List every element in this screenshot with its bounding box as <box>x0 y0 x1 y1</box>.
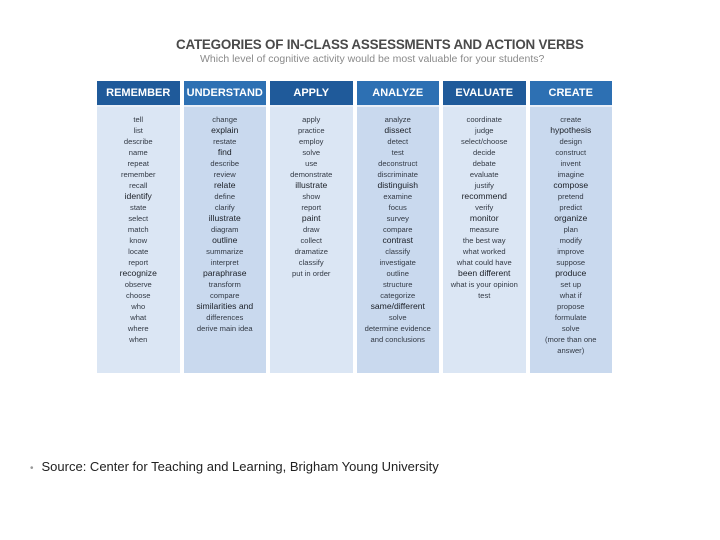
verb-item: dramatize <box>294 247 328 256</box>
verb-item: distinguish <box>377 180 419 190</box>
verb-item: when <box>129 335 148 344</box>
verb-item: construct <box>555 148 587 157</box>
verb-item: outline <box>212 235 238 245</box>
verb-item: recognize <box>119 268 157 278</box>
verb-item: categorize <box>380 291 416 300</box>
verb-item: relate <box>214 180 236 190</box>
verb-item: practice <box>297 126 325 135</box>
verb-item: what <box>130 313 147 322</box>
column-header: ANALYZE <box>357 81 440 107</box>
column-header: CREATE <box>530 81 613 107</box>
verb-item: observe <box>124 280 152 289</box>
verb-item: dissect <box>384 125 412 135</box>
verb-item: illustrate <box>295 180 328 190</box>
verb-item: recall <box>129 181 148 190</box>
verb-item: remember <box>120 170 156 179</box>
verb-item: compare <box>382 225 413 234</box>
verb-item: employ <box>299 137 324 146</box>
column-understand <box>184 81 267 373</box>
verb-item: formulate <box>554 313 587 322</box>
verb-item: deconstruct <box>378 159 418 168</box>
column-create <box>530 81 613 373</box>
verb-item: select/choose <box>461 137 508 146</box>
verb-item: diagram <box>211 225 239 234</box>
verb-item: repeat <box>127 159 150 168</box>
verb-item: classify <box>298 258 324 267</box>
verb-item: what could have <box>456 258 512 267</box>
verb-item: debate <box>472 159 496 168</box>
verb-item: transform <box>208 280 241 289</box>
verb-item: decide <box>473 148 496 157</box>
column-verbs <box>357 107 440 373</box>
verb-item: judge <box>474 126 494 135</box>
verb-item: detect <box>387 137 409 146</box>
verb-item: find <box>217 147 232 157</box>
verb-item: create <box>560 115 582 124</box>
verb-item: define <box>214 192 236 201</box>
verb-item: contrast <box>382 235 414 245</box>
verb-item: know <box>129 236 148 245</box>
verb-item: solve <box>561 324 580 333</box>
page-title: CATEGORIES OF IN-CLASS ASSESSMENTS AND ACTION VERBS <box>176 37 584 52</box>
verb-item: and conclusions <box>370 335 425 344</box>
verb-item: name <box>128 148 148 157</box>
source-citation <box>30 459 439 474</box>
verb-item: imagine <box>557 170 585 179</box>
column-header: REMEMBER <box>97 81 180 107</box>
verb-item: interpret <box>210 258 239 267</box>
verb-item: determine evidence <box>364 324 431 333</box>
verb-item: what worked <box>462 247 506 256</box>
verb-item: clarify <box>214 203 235 212</box>
verb-item: pretend <box>557 192 584 201</box>
verb-item: outline <box>386 269 409 278</box>
column-remember <box>97 81 180 373</box>
verb-item: (more than one <box>545 335 597 344</box>
verb-item: choose <box>126 291 151 300</box>
verb-item: modify <box>559 236 582 245</box>
verb-item: been different <box>458 268 511 278</box>
column-verbs <box>530 107 613 373</box>
verb-item: differences <box>206 313 244 322</box>
verb-item: classify <box>385 247 411 256</box>
verb-item: justify <box>474 181 494 190</box>
column-verbs <box>443 107 526 373</box>
verb-item: report <box>301 203 322 212</box>
verb-item: match <box>127 225 149 234</box>
verb-item: explain <box>211 125 239 135</box>
verb-item: list <box>133 126 143 135</box>
verb-item: coordinate <box>466 115 502 124</box>
verb-item: paint <box>301 213 321 223</box>
verb-item: discriminate <box>377 170 418 179</box>
verb-item: what is your opinion <box>450 280 518 289</box>
verb-item: predict <box>559 203 583 212</box>
verb-item: tell <box>133 115 144 124</box>
verb-item: locate <box>128 247 149 256</box>
verb-item: verify <box>475 203 494 212</box>
verb-item: suppose <box>556 258 586 267</box>
column-header: UNDERSTAND <box>184 81 267 107</box>
verb-item: put in order <box>292 269 331 278</box>
column-header: EVALUATE <box>443 81 526 107</box>
verb-item: change <box>212 115 238 124</box>
verb-item: where <box>127 324 149 333</box>
verb-item: derive main idea <box>196 324 253 333</box>
verb-item: solve <box>388 313 407 322</box>
verb-item: describe <box>210 159 240 168</box>
verb-item: demonstrate <box>290 170 333 179</box>
verb-item: apply <box>302 115 321 124</box>
verb-item: measure <box>469 225 500 234</box>
verb-item: test <box>478 291 491 300</box>
verb-item: illustrate <box>208 213 241 223</box>
verb-item: organize <box>554 213 588 223</box>
column-analyze <box>357 81 440 373</box>
verb-item: solve <box>302 148 321 157</box>
verbs-table <box>97 81 612 373</box>
verb-item: compare <box>209 291 240 300</box>
verb-item: paraphrase <box>203 268 247 278</box>
verb-item: focus <box>388 203 407 212</box>
verb-item: test <box>391 148 404 157</box>
verb-item: plan <box>563 225 578 234</box>
verb-item: collect <box>300 236 323 245</box>
verb-item: analyze <box>384 115 411 124</box>
verb-item: monitor <box>469 213 499 223</box>
verb-item: describe <box>123 137 153 146</box>
verb-item: improve <box>557 247 585 256</box>
verb-item: examine <box>383 192 413 201</box>
verb-item: compose <box>553 180 589 190</box>
verb-item: identify <box>124 191 152 201</box>
bullet-icon: • <box>30 463 34 474</box>
verb-item: what if <box>559 291 582 300</box>
verb-item: recommend <box>461 191 507 201</box>
verb-item: use <box>305 159 318 168</box>
verb-item: investigate <box>379 258 416 267</box>
column-evaluate <box>443 81 526 373</box>
verb-item: survey <box>386 214 409 223</box>
verb-item: draw <box>303 225 320 234</box>
column-verbs <box>97 107 180 373</box>
column-header: APPLY <box>270 81 353 107</box>
verb-item: answer) <box>557 346 585 355</box>
verb-item: invent <box>560 159 581 168</box>
verb-item: hypothesis <box>550 125 592 135</box>
verb-item: produce <box>555 268 587 278</box>
verb-item: set up <box>560 280 582 289</box>
verb-item: restate <box>213 137 237 146</box>
verb-item: select <box>128 214 149 223</box>
verb-item: propose <box>557 302 585 311</box>
page-subtitle: Which level of cognitive activity would be most valuable for your students? <box>200 53 545 65</box>
verb-item: evaluate <box>469 170 499 179</box>
source-text: Source: Center for Teaching and Learning, Brigham Young University <box>41 459 439 474</box>
verb-item: summarize <box>206 247 244 256</box>
column-apply <box>270 81 353 373</box>
verb-item: the best way <box>462 236 506 245</box>
verb-item: show <box>302 192 321 201</box>
verb-item: state <box>130 203 147 212</box>
verb-item: design <box>559 137 582 146</box>
verb-item: who <box>131 302 146 311</box>
verb-item: report <box>128 258 149 267</box>
verb-item: review <box>213 170 236 179</box>
column-verbs <box>184 107 267 373</box>
verb-item: similarities and <box>196 301 254 311</box>
column-verbs <box>270 107 353 373</box>
verb-item: structure <box>382 280 413 289</box>
verb-item: same/different <box>370 301 425 311</box>
